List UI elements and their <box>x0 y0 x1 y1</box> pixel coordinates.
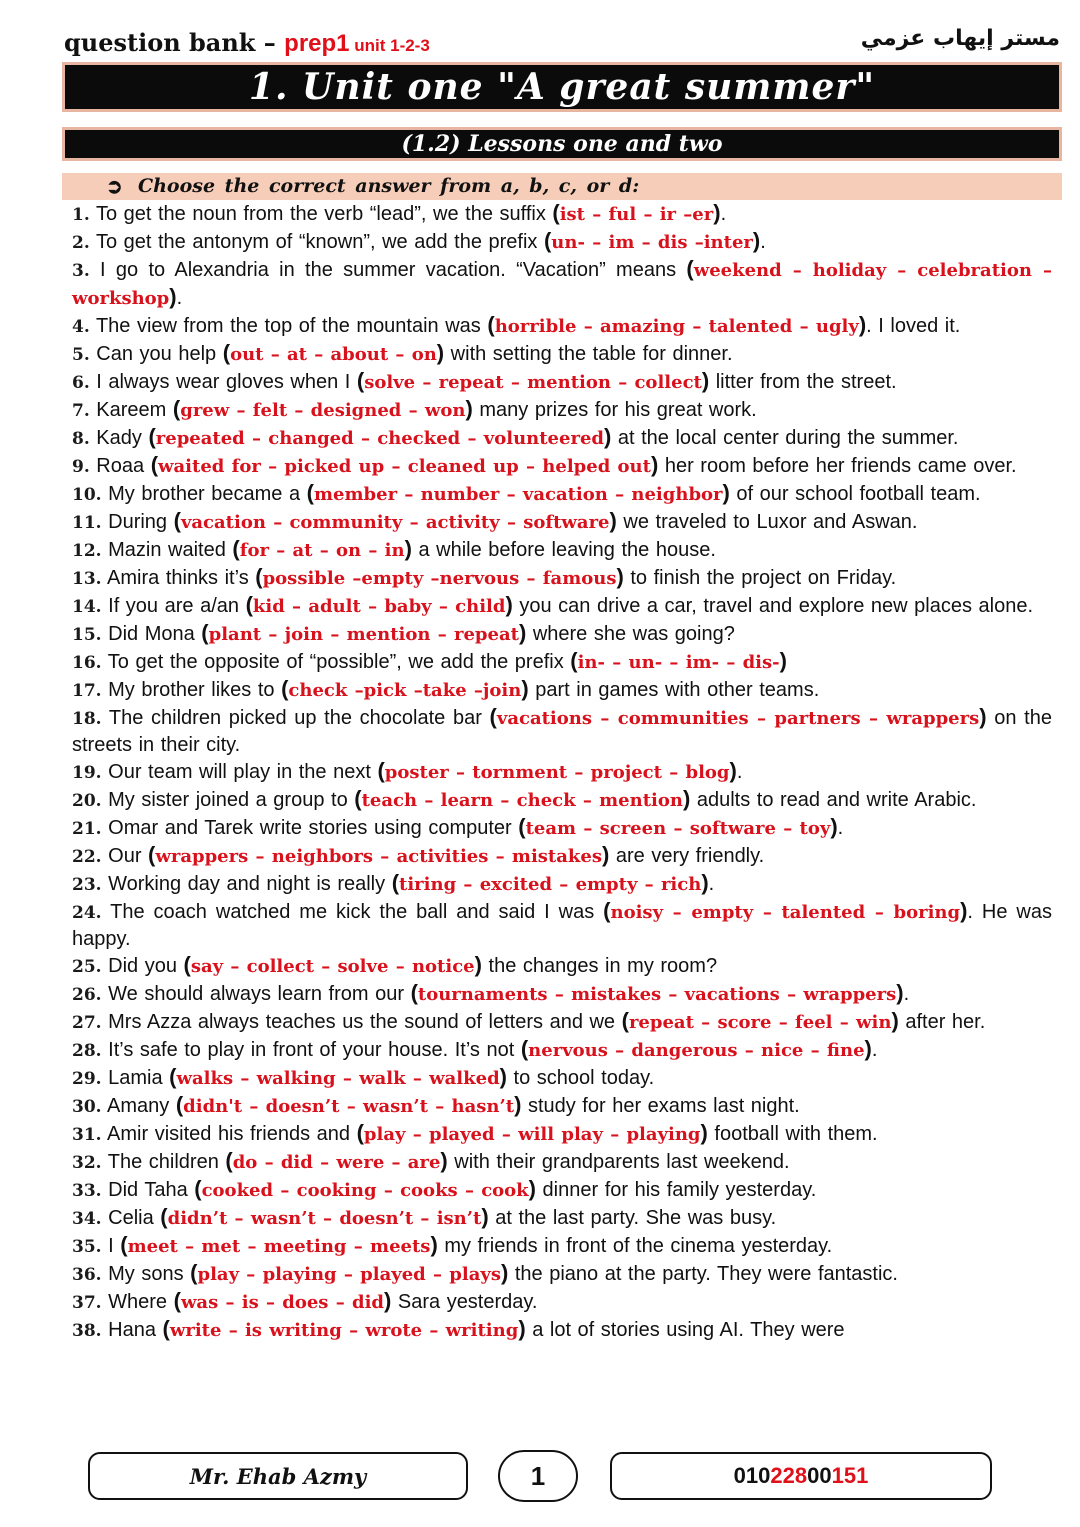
lesson-title-banner <box>62 127 1062 161</box>
answer-options: ( noisy – empty – talented – boring ) <box>603 902 967 923</box>
answer-options: ( team – screen – software – toy ) <box>518 818 837 839</box>
question-text: Kareem <box>89 399 173 421</box>
question-text-end: to school today. <box>506 1067 655 1089</box>
question-item <box>72 1260 1052 1288</box>
question-text-end: . <box>708 873 715 895</box>
question-text: My sons <box>101 1263 191 1285</box>
question-number: 34. <box>72 1209 102 1229</box>
question-text-end: . <box>720 203 727 225</box>
question-item <box>72 1288 1052 1316</box>
question-item <box>72 1316 1052 1344</box>
answer-options: ( horrible – amazing – talented – ugly ) <box>487 316 866 337</box>
question-item <box>72 480 1052 508</box>
question-item <box>72 592 1052 620</box>
answer-options: ( meet – met – meeting – meets ) <box>120 1236 438 1257</box>
question-item <box>72 256 1052 312</box>
question-text: To get the antonym of “known”, we add the prefix <box>89 231 544 253</box>
question-number: 7. <box>72 401 90 421</box>
question-text: Did you <box>101 955 184 977</box>
question-text: My sister joined a group to <box>101 789 355 811</box>
header-question-bank: question bank <box>64 28 256 57</box>
answer-options: ( cooked – cooking – cooks – cook ) <box>194 1180 536 1201</box>
header-units: unit 1-2-3 <box>349 36 430 55</box>
question-item <box>72 200 1052 228</box>
question-number: 10. <box>72 485 102 505</box>
answer-options: ( vacations – communities – partners – wrappers ) <box>490 708 987 729</box>
question-item <box>72 1008 1052 1036</box>
answer-options: ( play – playing – played – plays ) <box>190 1264 508 1285</box>
question-text: Can you help <box>89 343 223 365</box>
lesson-title: (1.2) Lessons one and two <box>401 131 723 157</box>
question-number: 1. <box>72 205 90 225</box>
answer-options: ( tiring – excited – empty – rich ) <box>392 874 709 895</box>
question-number: 25. <box>72 957 102 977</box>
question-text: If you are a/an <box>101 595 246 617</box>
answer-options: ( grew – felt – designed – won ) <box>173 400 473 421</box>
question-text: Kady <box>89 427 149 449</box>
question-text: My brother likes to <box>101 679 282 701</box>
question-item <box>72 312 1052 340</box>
question-text: Mrs Azza always teaches us the sound of letters and we <box>101 1011 622 1033</box>
question-text: Amir visited his friends and <box>101 1123 357 1145</box>
question-text-end: are very friendly. <box>609 845 765 867</box>
answer-options: ( didn’t – wasn’t – doesn’t – isn’t ) <box>160 1208 488 1229</box>
question-item <box>72 898 1052 952</box>
question-text: It’s safe to play in front of your house. It’s not <box>101 1039 521 1061</box>
question-text-end: . I loved it. <box>866 315 961 337</box>
question-text-end: my friends in front of the cinema yesterday. <box>437 1235 833 1257</box>
unit-title-banner <box>62 62 1062 112</box>
question-text-end: study for her exams last night. <box>521 1095 800 1117</box>
question-number: 35. <box>72 1237 102 1257</box>
question-item <box>72 508 1052 536</box>
question-text: Mazin waited <box>101 539 233 561</box>
question-text: The children picked up the chocolate bar <box>101 707 490 729</box>
question-text: Amany <box>101 1095 176 1117</box>
question-number: 38. <box>72 1321 102 1341</box>
question-text: Omar and Tarek write stories using computer <box>101 817 519 839</box>
question-item <box>72 396 1052 424</box>
answer-options: ( didn't – doesn’t – wasn’t – hasn’t ) <box>176 1096 522 1117</box>
question-number: 15. <box>72 625 102 645</box>
question-number: 16. <box>72 653 102 673</box>
question-item <box>72 1064 1052 1092</box>
question-text-end: many prizes for his great work. <box>472 399 757 421</box>
page-header <box>64 26 1060 58</box>
question-number: 3. <box>72 261 90 281</box>
question-text-end: to finish the project on Friday. <box>623 567 897 589</box>
question-text: The children <box>101 1151 226 1173</box>
question-item <box>72 648 1052 676</box>
question-text-end: with their grandparents last weekend. <box>447 1151 790 1173</box>
phone-part: 010 <box>733 1463 771 1488</box>
question-number: 2. <box>72 233 90 253</box>
question-number: 33. <box>72 1181 102 1201</box>
header-title <box>64 28 430 58</box>
question-number: 20. <box>72 791 102 811</box>
answer-options: ( was – is – does – did ) <box>174 1292 392 1313</box>
question-text-end: her room before her friends came over. <box>658 455 1017 477</box>
answer-options: ( un- – im – dis –inter ) <box>544 232 760 253</box>
question-item <box>72 368 1052 396</box>
phone-part: 00 <box>807 1463 832 1488</box>
unit-title: 1. Unit one "A great summer" <box>248 66 876 108</box>
question-text: Did Mona <box>101 623 202 645</box>
question-text-end: . He was happy. <box>72 901 1052 950</box>
answer-options: ( plant – join – mention – repeat ) <box>201 624 526 645</box>
question-text: To get the noun from the verb “lead”, we the suffix <box>89 203 553 225</box>
answer-options: ( teach – learn – check – mention ) <box>354 790 690 811</box>
question-item <box>72 870 1052 898</box>
question-item <box>72 452 1052 480</box>
answer-options: ( check –pick –take –join ) <box>281 680 529 701</box>
question-number: 24. <box>72 903 102 923</box>
question-number: 4. <box>72 317 90 337</box>
header-dash: – <box>255 28 285 57</box>
question-number: 12. <box>72 541 102 561</box>
question-item <box>72 842 1052 870</box>
question-text-end: dinner for his family yesterday. <box>535 1179 817 1201</box>
arrow-icon: ➲ <box>106 176 123 198</box>
question-text: To get the opposite of “possible”, we add the prefix <box>101 651 571 673</box>
question-text: We should always learn from our <box>101 983 411 1005</box>
question-number: 13. <box>72 569 102 589</box>
question-item <box>72 1232 1052 1260</box>
question-item <box>72 1092 1052 1120</box>
question-item <box>72 1148 1052 1176</box>
answer-options: ( member – number – vacation – neighbor ) <box>307 484 730 505</box>
answer-options: ( solve – repeat – mention – collect ) <box>357 372 709 393</box>
instruction-text: Choose the correct answer from a, b, c, or d: <box>138 175 640 197</box>
question-text-end: the changes in my room? <box>481 955 718 977</box>
question-text-end: at the local center during the summer. <box>611 427 959 449</box>
question-text: During <box>101 511 174 533</box>
question-item <box>72 814 1052 842</box>
question-text: Our <box>101 845 149 867</box>
question-number: 9. <box>72 457 90 477</box>
question-text: Hana <box>101 1319 163 1341</box>
answer-options: ( vacation – community – activity – software ) <box>174 512 617 533</box>
question-number: 32. <box>72 1153 102 1173</box>
footer-phone <box>610 1452 992 1500</box>
question-item <box>72 620 1052 648</box>
question-item <box>72 758 1052 786</box>
question-text-end: . <box>736 761 743 783</box>
phone-part: 228 <box>770 1463 808 1488</box>
question-text: Did Taha <box>101 1179 195 1201</box>
question-item <box>72 536 1052 564</box>
question-text-end: you can drive a car, travel and explore new places alone. <box>512 595 1034 617</box>
question-item <box>72 786 1052 814</box>
question-text: The coach watched me kick the ball and said I was <box>101 901 604 923</box>
answer-options: ( play – played – will play – playing ) <box>357 1124 708 1145</box>
question-number: 29. <box>72 1069 102 1089</box>
question-item <box>72 1204 1052 1232</box>
answer-options: ( out – at – about – on ) <box>223 344 444 365</box>
answer-options: ( nervous – dangerous – nice – fine ) <box>521 1040 872 1061</box>
answer-options: ( repeat – score – feel – win ) <box>622 1012 899 1033</box>
question-number: 27. <box>72 1013 102 1033</box>
footer-teacher-name: Mr. Ehab Azmy <box>88 1452 468 1500</box>
question-item <box>72 424 1052 452</box>
question-text-end: . <box>176 287 183 309</box>
question-item <box>72 340 1052 368</box>
question-item <box>72 1120 1052 1148</box>
question-number: 22. <box>72 847 102 867</box>
question-text-end: . <box>760 231 766 253</box>
answer-options: ( say – collect – solve – notice ) <box>184 956 482 977</box>
answer-options: ( weekend – holiday – celebration – workshop ) <box>72 260 1052 309</box>
question-item <box>72 676 1052 704</box>
question-number: 19. <box>72 763 102 783</box>
question-item <box>72 952 1052 980</box>
question-text: Our team will play in the next <box>101 761 378 783</box>
answer-options: ( for – at – on – in ) <box>232 540 411 561</box>
question-list <box>72 200 1052 1344</box>
question-number: 14. <box>72 597 102 617</box>
question-text-end: after her. <box>898 1011 986 1033</box>
question-text: Amira thinks it’s <box>101 567 256 589</box>
question-number: 5. <box>72 345 90 365</box>
header-teacher-arabic: مستر إيهاب عزمي <box>860 26 1060 51</box>
answer-options: ( walks – walking – walk – walked ) <box>169 1068 507 1089</box>
question-item <box>72 1036 1052 1064</box>
question-item <box>72 564 1052 592</box>
question-number: 23. <box>72 875 102 895</box>
question-number: 8. <box>72 429 90 449</box>
answer-options: ( write – is writing – wrote – writing ) <box>163 1320 526 1341</box>
answer-options: ( ist – ful – ir –er ) <box>552 204 720 225</box>
question-item <box>72 980 1052 1008</box>
question-text-end: adults to read and write Arabic. <box>690 789 977 811</box>
question-item <box>72 704 1052 758</box>
question-text-end: of our school football team. <box>729 483 981 505</box>
question-number: 21. <box>72 819 102 839</box>
question-text-end: at the last party. She was busy. <box>488 1207 777 1229</box>
answer-options: ( tournaments – mistakes – vacations – wrappers ) <box>411 984 904 1005</box>
question-number: 18. <box>72 709 102 729</box>
question-text-end: the piano at the party. They were fantastic. <box>508 1263 898 1285</box>
question-text-end: football with them. <box>707 1123 878 1145</box>
answer-options: ( repeated – changed – checked – volunteered ) <box>148 428 611 449</box>
answer-options: ( wrappers – neighbors – activities – mistakes ) <box>148 846 609 867</box>
question-text-end: on the streets in their city. <box>72 707 1052 756</box>
question-text: I go to Alexandria in the summer vacation. “Vacation” means <box>89 259 687 281</box>
question-item <box>72 1176 1052 1204</box>
question-number: 28. <box>72 1041 102 1061</box>
question-text-end: litter from the street. <box>709 371 897 393</box>
question-number: 31. <box>72 1125 102 1145</box>
question-text-end: . <box>871 1039 878 1061</box>
answer-options: ( in- – un- – im- – dis- ) <box>570 652 787 673</box>
answer-options: ( waited for – picked up – cleaned up – helped out ) <box>151 456 659 477</box>
question-text: Working day and night is really <box>101 873 392 895</box>
header-level: prep1 <box>284 30 350 57</box>
phone-part: 151 <box>831 1463 869 1488</box>
question-text: My brother became a <box>101 483 307 505</box>
question-item <box>72 228 1052 256</box>
question-text: The view from the top of the mountain was <box>89 315 488 337</box>
question-text: Where <box>101 1291 174 1313</box>
question-text-end: a lot of stories using AI. They were <box>525 1319 845 1341</box>
question-number: 30. <box>72 1097 102 1117</box>
question-text-end: part in games with other teams. <box>528 679 820 701</box>
question-text: I always wear gloves when I <box>89 371 357 393</box>
question-text: I <box>101 1235 121 1257</box>
instruction-bar <box>62 173 1062 200</box>
question-number: 11. <box>72 513 102 533</box>
question-text: Lamia <box>101 1067 170 1089</box>
question-number: 17. <box>72 681 102 701</box>
question-text-end: we traveled to Luxor and Aswan. <box>616 511 918 533</box>
question-text-end: with setting the table for dinner. <box>444 343 733 365</box>
question-text: Celia <box>101 1207 161 1229</box>
question-text-end: Sara yesterday. <box>391 1291 538 1313</box>
answer-options: ( poster – tornment – project – blog ) <box>377 762 736 783</box>
question-number: 6. <box>72 373 90 393</box>
footer-page-number: 1 <box>498 1450 578 1502</box>
question-text-end: a while before leaving the house. <box>411 539 716 561</box>
question-number: 36. <box>72 1265 102 1285</box>
question-text: Roaa <box>89 455 151 477</box>
question-text-end: . <box>903 983 910 1005</box>
question-text-end: where she was going? <box>526 623 735 645</box>
question-text-end: . <box>837 817 844 839</box>
question-number: 37. <box>72 1293 102 1313</box>
answer-options: ( possible –empty –nervous – famous ) <box>255 568 624 589</box>
answer-options: ( do – did – were – are ) <box>225 1152 447 1173</box>
question-number: 26. <box>72 985 102 1005</box>
answer-options: ( kid – adult – baby – child ) <box>246 596 513 617</box>
